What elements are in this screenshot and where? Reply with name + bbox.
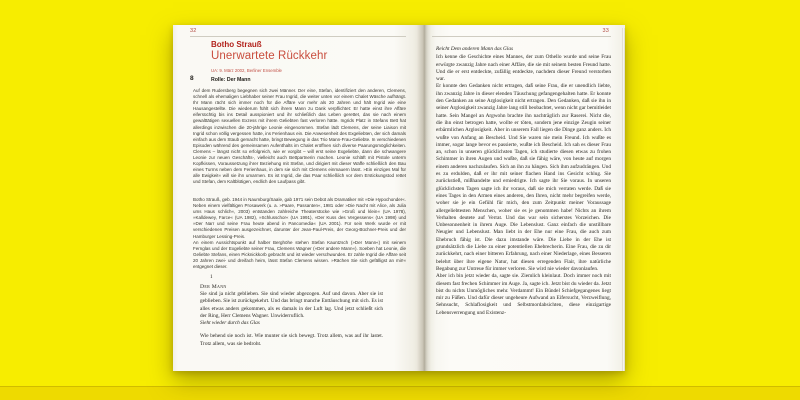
- dialogue-paragraph-continued: Wie behend sie noch ist. Wie munter sie sich bewegt. Trotz allem, was auf ihr lastet. Trotz allem, was sie bedroht.: [200, 333, 383, 347]
- monologue-paragraph-1: Ich kenne die Geschichte eines Mannes, der zum Othello wurde und seine Frau erwürgte zwanzig Jahre nach einer Affäre, die sie mit seinem besten Freund hatte. Und die er erst entdeckte, zufällig entdeckte, nachdem dieser Freund verstorben war.: [436, 54, 611, 83]
- book-page-left: [173, 25, 424, 371]
- scene-number: 1: [210, 274, 213, 280]
- stacked-page-edges: [622, 28, 625, 371]
- monologue-text-block: [436, 46, 611, 317]
- chapter-number: 8: [190, 75, 194, 82]
- synopsis-paragraph: Auf dem Rudersberg begegnen sich zwei Männer. Der eine, Stefan, identifiziert den anderen, Clemens, schnell als ehemaligen Liebhaber seiner Frau Ingrid, die weiter unten vor einem Chalet Wäsche aufhängt. Ihr Mann rächt sich immer noch für die Affäre vor mehr als 20 Jahren und hält Ingrid wie eine Hausangestellte. Die wiederum fühlt sich ihrem Mann zu Dank verpflichtet: Er hatte einst ihre Affäre eifersüchtig bis ins Detail ausspioniert und ihr schließlich das Leben gerettet, das sie nach einem gewalttätigen sexuellen Exzess mit ihrem Geliebten fast verloren hätte. Ingrids Platz in Stefans Bett hat allerdings inzwischen die 20-jährige Leonie eingenommen. Stefan lädt Clemens, der seine Liaison mit Ingrid schon völlig vergessen hatte, ins Ferienhaus ein. Die Anwesenheit des Exgeliebten, der sich damals einfach aus dem Staub gemacht hatte, bringt Bewegung in das Trio Mann-Frau-Geliebte. In verschiedenen Episoden während des gemeinsamen Aufenthalts im Chalet eröffnen sich diverse Paarungsmöglichkeiten. Clemens – längst nicht so erfolgreich, wie er vorgibt – will erst seine Exgeliebte, dann die schwangere Leonie zur neuen Geschäfts-, vielleicht auch Bettpartnerin machen. Leonie schläft mit Pistole unterm Kopfkissen, Voraussetzung ihrer Beziehung mit Stefan, und dirigiert mit dieser Waffe schließlich den Bau eines Turms neben dem Ferienhaus, in dem sie sich mit Clemens einmauern lässt. »Ein einziges Mal für alle Ewigkeit« will sie ihn umarmen. Es ist Ingrid, die das Paar schließlich vor dem Erstickungstod rettet und Stefan, dem Kaltblütigen, endlich den Laufpass gibt.: [193, 88, 406, 185]
- book-page-right: [424, 25, 625, 371]
- header-rule-left: [190, 36, 406, 37]
- author-name: Botho Strauß: [211, 40, 262, 49]
- page-number-right: 33: [602, 28, 609, 34]
- monologue-paragraph-2: Er konnte den Gedanken nicht ertragen, daß seine Frau, die er unendlich liebte, ihn zwanzig Jahre in dieser elenden Täuschung gefangengehalten hatte. Er konnte den Gedanken an seine Arglosigkeit nicht ertragen. Den Gedanken, daß sie ihn in seiner Arglosigkeit zwanzig Jahre lang still beobachtet, wenn nicht gar bemitleidet hatte. Sein Mangel an Argwohn brachte ihn nachträglich zur Raserei. Nicht die, die ihn einst betrogen hatte, wollte er töten, sondern jene einzige Zeugin seiner erbärmlichen Arglosigkeit. Aber in unserem Fall liegen die Dinge ganz anders. Ich wußte von Anfang an Bescheid. Und Sie waren nie mein Freund. Ich wußte es immer, sogar lange bevor es passierte, wußte ich Bescheid. Ich sah es dieser Frau an, schon in unseren glücklichsten Tagen, ich studierte diesen etwas zu frohen Schimmer in ihren Augen und wußte, daß sie fähig wäre, von heute auf morgen einem anderen nachzulaufen. Sich an ihn zu hängen. Sich ihm aufzudrängen. Und es zu erdulden, daß er ihr mit seiner flachen Hand ins Gesicht schlug. Sie zurückstieß, mißhandelte und erniedrigte. Ich sagte ihr Sie voraus. In unseren glücklichsten Tagen sagte ich ihr voraus, daß sie mich verraten werde. Daß sie eines Tages in den Armen eines anderen, den Ihren, nicht mehr begreifen werde, woher sie je ein Gefühl für mich, den zum Zeitpunkt meiner Voraussage allergeliebtesten Menschen, woher sie es je genommen habe! Nichts an ihrem Verhalten deutete auf Verrat. Und das war sein sicherstes Vorzeichen. Die Unbesonnenheit in ihrem Auge. Die Lebenslust. Ganz einfach die unstillbare Neugier und Lebenslust. Man liebt in der Ehe nur eine Frau, die auch zum Ehebruch fähig ist. Die dazu imstande wäre. Die Liebe in der Ehe ist grundsätzlich die Liebe zu einer potentiellen Ehebrecherin. Eine Frau, die zu dir zurückkehrt, nach einer bitteren Erfahrung, nach einer Niederlage, eines Besseren belehrt über ihre eigene Natur, hat diesen erregenden Flair, ihre natürliche Begabung zur Untreue für immer verloren. Sie wird nie wieder davonlaufen.: [436, 83, 611, 272]
- premiere-info: UA: 9. März 2002, Berliner Ensemble: [211, 68, 282, 73]
- monologue-paragraph-3: Aber ich bin jetzt wieder da, sagte sie. Ziemlich kleinlaut. Doch immer noch mit diesem fast frechen Schimmer im Auge. Ja, sagte ich. Jetzt bist du wieder da. Jetzt bist du nichts Unmögliches mehr. Verdammt! Ein Bündel Schiefgegangenes liegt mir zu Füßen. Und dafür dieser ungeheure Aufwand an Eifersucht, Verzweiflung, Sehnsucht, Schlaflosigkeit und Selbstmordabsichten, diese einzigartige Lebensverrengung und Existenz-: [436, 273, 611, 316]
- speaker-name: Der Mann: [200, 284, 227, 290]
- role-label: Rolle: Der Mann: [211, 76, 251, 83]
- header-rule-right: [432, 36, 611, 37]
- open-book: [173, 25, 625, 371]
- stage-direction: Sieht wieder durch das Glas: [200, 320, 260, 327]
- page-number-left: 32: [190, 28, 197, 34]
- scene-setup-paragraph: An einem Aussichtspunkt auf halber Berghöhe stehen Stefan Kauntzsch (»Der Mann«) mit seinem Fernglas und der Exgeliebte seiner Frau, Clemens Wagner (»Der andere Mann«). Soeben hat Leonie, die Geliebte Stefans, einen Picknickkorb gebracht und ist wieder verschwunden. Er zahle Ingrid die Affäre seit 20 Jahren zwei- und dreifach heim, lässt Stefan Clemens wissen. »Rächen Sie sich gefälligst an mir!« entgegnet dieser.: [193, 240, 406, 270]
- stage-direction-heading: Reicht Dem anderen Mann das Glas: [436, 46, 514, 52]
- dialogue-paragraph: Sie sind ja nicht geblieben. Sie sind wieder abgezogen. Auf und davon. Aber sie ist geblieben. Sie ist zurückgekehrt. Und das bringt manche Enttäuschung mit sich. Es ist alles etwas anders gekommen, als es damals in der Luft lag. Und jetzt schließt sich der Ring, Herr Clemens Wagner. Unwiderruflich.: [200, 291, 383, 319]
- background-band: [0, 386, 800, 400]
- play-text-block: [200, 274, 383, 348]
- play-title: Unerwartete Rückkehr: [211, 50, 328, 62]
- biography-paragraph: Botho Strauß, geb. 1944 in Naumburg/Saale, gab 1971 sein Debüt als Dramatiker mit »Die Hypochonder«. Neben einem vielfältigen Prosawerk (u. a. »Paare, Passanten«, 1981 oder »Die Nacht mit Alice, als Julia ums Haus schlich«, 2003) entstanden zahlreiche Theaterstücke wie »Groß und klein« (UA 1978), »Kalldewey, Farce« (UA 1982), »Schlusschor« (UA 1991), »Der Kuss des Vergessens« (UA 1998) und »Der Narr und seine Frau heute abend in Pancomedia« (UA 2001). Für sein Werk wurde er mit verschiedenen Preisen ausgezeichnet, darunter der Jean-Paul-Preis, der Georg-Büchner-Preis und der Hamburger Lessing-Preis.: [193, 197, 406, 239]
